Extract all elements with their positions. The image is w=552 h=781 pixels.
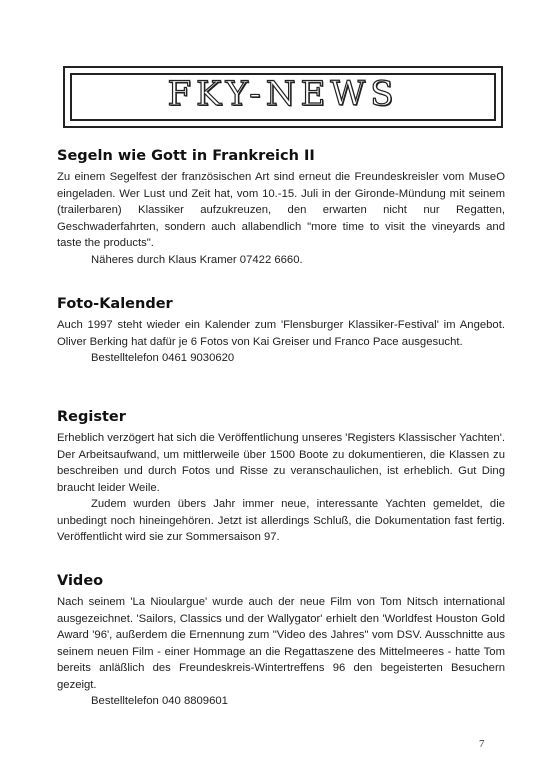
section-video [57, 573, 505, 710]
contact-line: Näheres durch Klaus Kramer 07422 6660. [91, 253, 303, 266]
masthead-box [63, 66, 503, 128]
section-paragraph: Zu einem Segelfest der französischen Art sind erneut die Freundeskreisler vom MuseO eingeladen. Wer Lust und Zeit hat, vom 10.-15. Juli in der Gironde-Mündung mit seinem (trailerbaren) Klassiker aufzukreuzen, den erwarten nicht nur Regatten, Geschwaderfahrten, sondern auch allabendlich "more time to visit the vineyards and taste the products". [57, 171, 505, 249]
section-heading: Video [57, 573, 104, 589]
section-register [57, 409, 505, 546]
section-segeln [57, 148, 505, 268]
section-paragraph: Erheblich verzögert hat sich die Veröffentlichung unseres 'Registers Klassischer Yachten'. Der Arbeitsaufwand, um mittlerweile über 1500 Boote zu dokumentieren, die Klassen zu beschreiben und durch Fotos und Risse zu veranschaulichen, ist erheblich. Gut Ding braucht leider Weile. [57, 432, 505, 494]
contact-line: Bestelltelefon 0461 9030620 [91, 352, 235, 364]
page-number: 7 [479, 738, 485, 750]
section-heading: Register [57, 409, 126, 425]
section-paragraph: Nach seinem 'La Nioulargue' wurde auch der neue Film von Tom Nitsch international ausgezeichnet. 'Sailors, Classics und der Wallygator' erhielt den 'Worldfest Houston Gold Award '96', außerdem die Ernennung zum "Video des Jahres" vom DSV. Ausschnitte aus seinem neuen Film - einer Hommage an die Regattaszene des Mittelmeeres - hatte Tom bereits anläßlich des Freundeskreis-Wintertreffens 96 den begeisterten Besuchern gezeigt. [57, 596, 505, 691]
contact-line: Bestelltelefon 040 8809601 [91, 695, 228, 707]
section-paragraph: Auch 1997 steht wieder ein Kalender zum 'Flensburger Klassiker-Festival' im Angebot. Oliver Berking hat dafür je 6 Fotos von Kai Greiser und Franco Pace ausgesucht. [57, 319, 505, 348]
section-heading: Segeln wie Gott in Frankreich II [57, 148, 315, 164]
masthead-title: FKY-NEWS [167, 74, 399, 114]
section-heading: Foto-Kalender [57, 296, 173, 312]
section-paragraph: Zudem wurden übers Jahr immer neue, interessante Yachten gemeldet, die unbedingt noch hineingehören. Jetzt ist allerdings Schluß, die Dokumentation fast fertig. Veröffentlicht wird sie zur Sommersaison 97. [57, 498, 505, 543]
section-foto-kalender [57, 296, 505, 367]
